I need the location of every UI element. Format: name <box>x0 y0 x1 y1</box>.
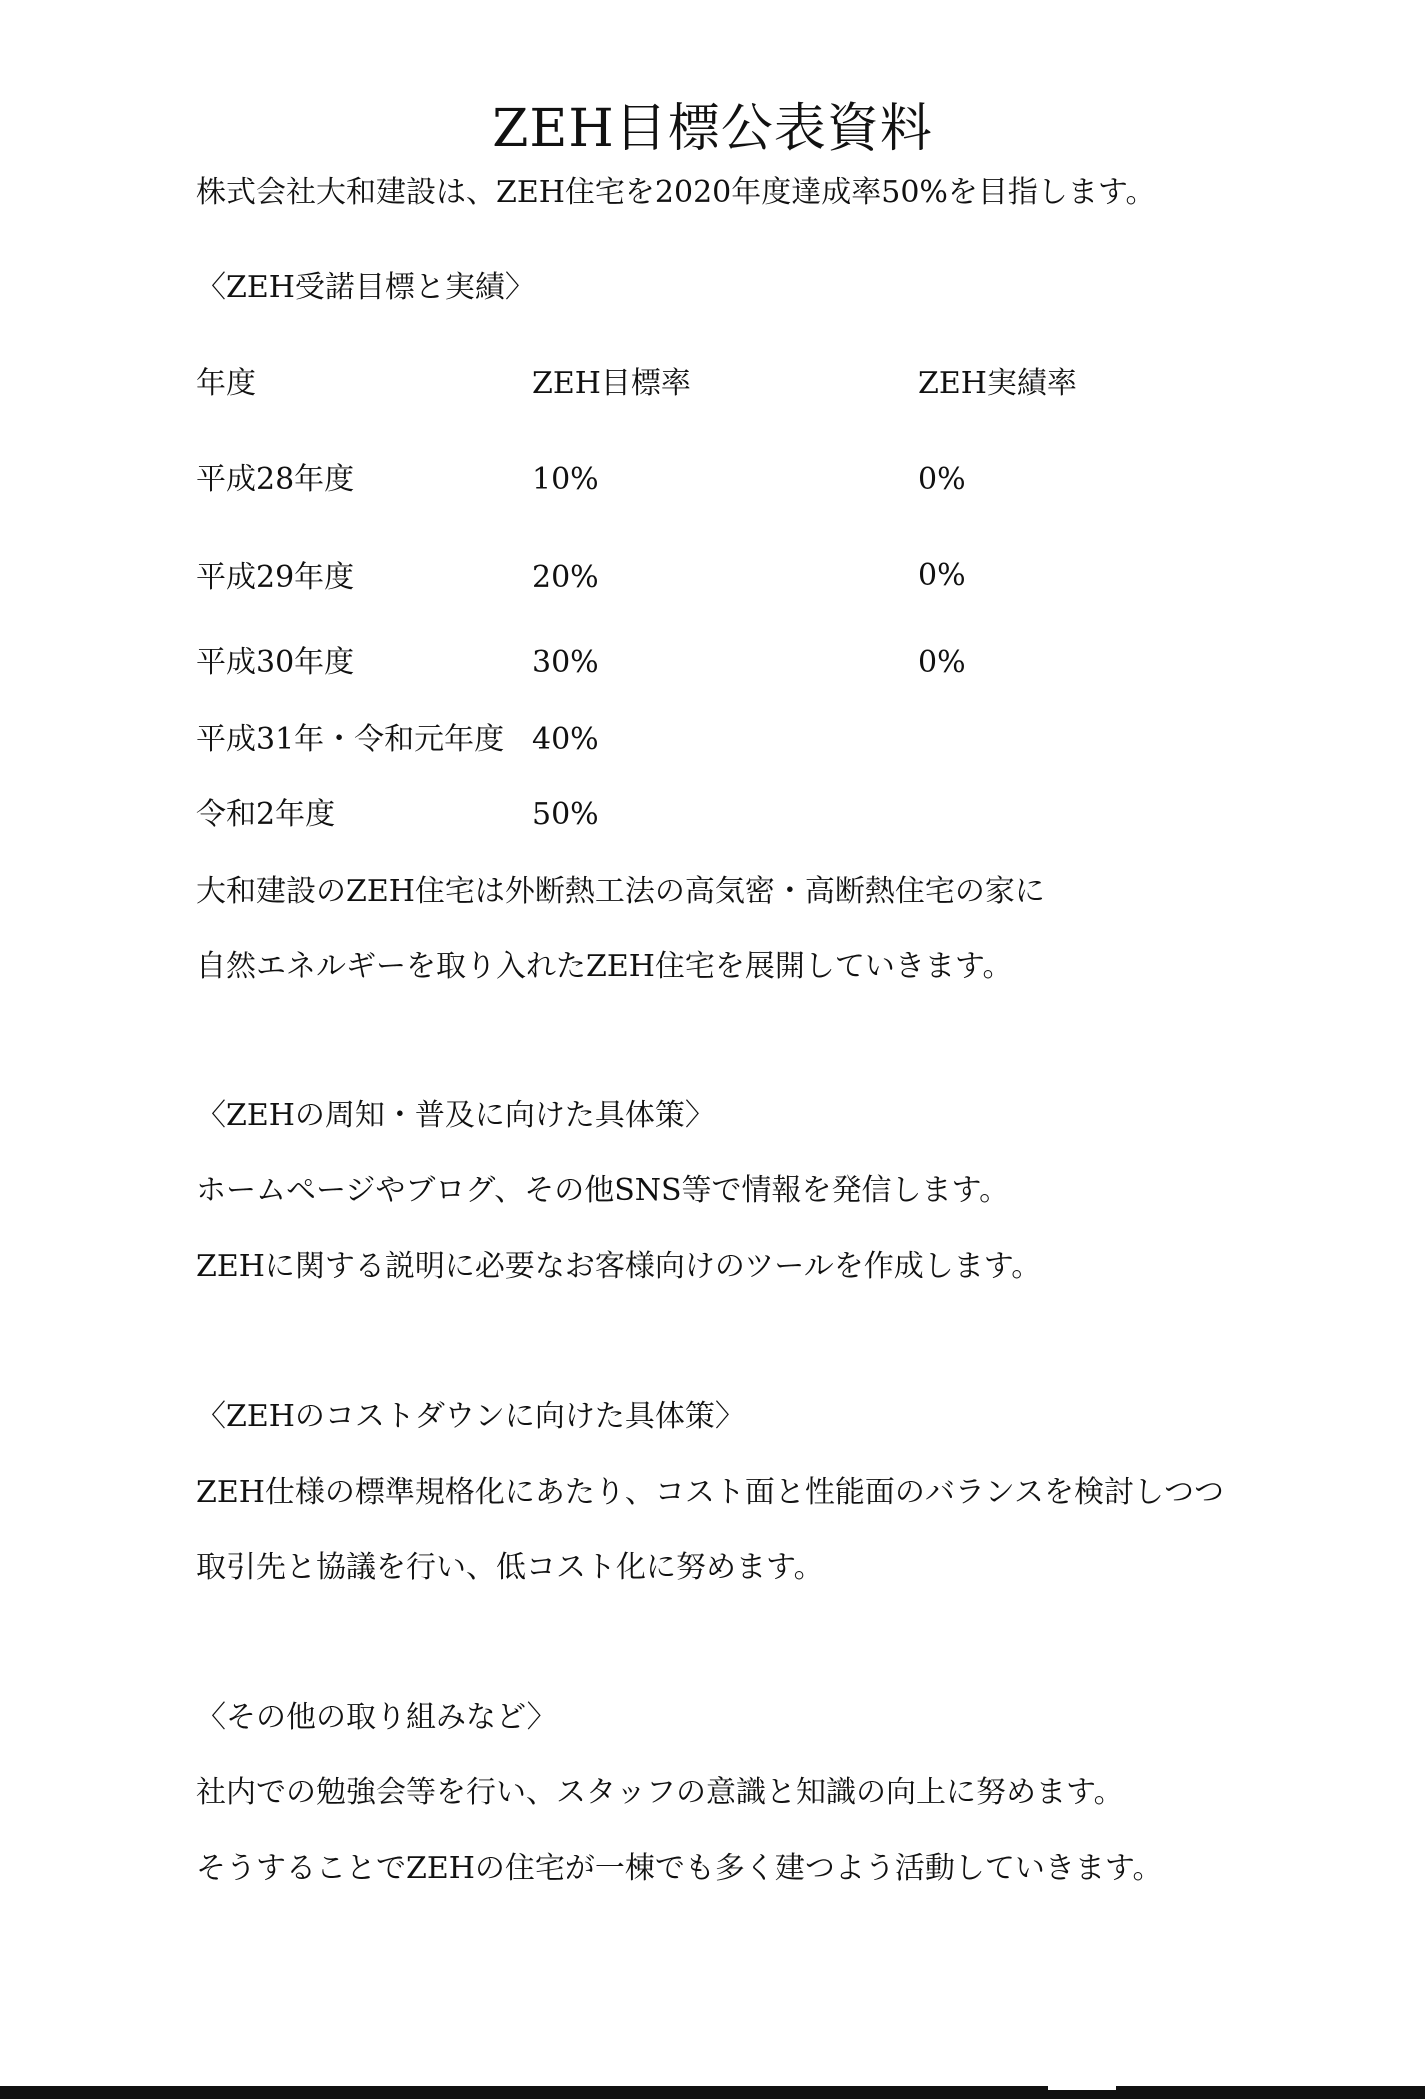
description-line: 大和建設のZEH住宅は外断熱工法の高気密・高断熱住宅の家に <box>196 874 1045 909</box>
row-target-rate: 30% <box>532 645 599 680</box>
other-line: 社内での勉強会等を行い、スタッフの意識と知識の向上に努めます。 <box>196 1775 1124 1810</box>
row-target-rate: 50% <box>532 797 599 832</box>
intro-text: 株式会社大和建設は、ZEH住宅を2020年度達成率50%を目指します。 <box>196 175 1156 210</box>
row-year: 平成31年・令和元年度 <box>196 722 505 757</box>
page-bottom-border <box>0 2086 1425 2099</box>
column-header-target-rate: ZEH目標率 <box>532 366 691 401</box>
column-header-year: 年度 <box>196 366 256 401</box>
row-year: 令和2年度 <box>196 797 336 832</box>
cost-line: 取引先と協議を行い、低コスト化に努めます。 <box>196 1550 824 1585</box>
row-actual-rate: 0% <box>918 645 966 680</box>
other-heading: 〈その他の取り組みなど〉 <box>196 1700 557 1735</box>
awareness-heading: 〈ZEHの周知・普及に向けた具体策〉 <box>196 1098 715 1133</box>
awareness-line: ホームページやブログ、その他SNS等で情報を発信します。 <box>196 1173 1010 1208</box>
column-header-actual-rate: ZEH実績率 <box>918 366 1077 401</box>
page-title: ZEH目標公表資料 <box>492 98 933 159</box>
row-year: 平成29年度 <box>196 560 355 595</box>
targets-heading: 〈ZEH受諾目標と実績〉 <box>196 270 535 305</box>
row-year: 平成28年度 <box>196 462 355 497</box>
cost-line: ZEH仕様の標準規格化にあたり、コスト面と性能面のバランスを検討しつつ <box>196 1475 1225 1510</box>
row-year: 平成30年度 <box>196 645 355 680</box>
page-bottom-border-gap <box>1048 2086 1116 2090</box>
row-actual-rate: 0% <box>918 462 966 497</box>
row-target-rate: 40% <box>532 722 599 757</box>
row-actual-rate: 0% <box>918 558 966 593</box>
awareness-line: ZEHに関する説明に必要なお客様向けのツールを作成します。 <box>196 1249 1042 1284</box>
row-target-rate: 20% <box>532 560 599 595</box>
description-line: 自然エネルギーを取り入れたZEH住宅を展開していきます。 <box>196 949 1013 984</box>
row-target-rate: 10% <box>532 462 599 497</box>
other-line: そうすることでZEHの住宅が一棟でも多く建つよう活動していきます。 <box>196 1851 1163 1886</box>
cost-heading: 〈ZEHのコストダウンに向けた具体策〉 <box>196 1399 745 1434</box>
